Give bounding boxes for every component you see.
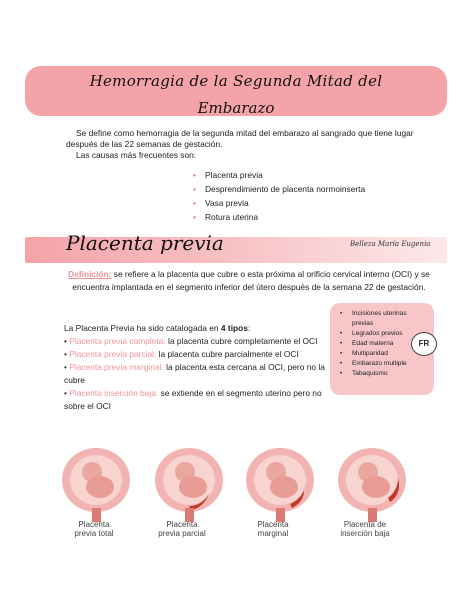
intro-section [66, 128, 426, 161]
list-item: • Multiparidad [338, 349, 418, 359]
type-desc: la placenta esta cercana al OCI, pero no la cubre [64, 362, 325, 385]
types-intro [64, 322, 334, 335]
list-item: • Tabaquismo [338, 369, 418, 379]
definition-paragraph [64, 268, 434, 293]
list-item: • Placenta previa [193, 168, 365, 182]
author-signature: Belleza María Eugenia [350, 240, 431, 248]
risk-factors-badge: FR [411, 332, 437, 356]
type-item: • Placenta previa completa: la placenta cubre completamente el OCI [64, 336, 318, 346]
type-name: Placenta previa marginal: [69, 362, 164, 372]
list-item: • Desprendimiento de placenta normoinserta [193, 182, 365, 196]
list-item: • Incisiones uterinas previas [338, 309, 418, 329]
list-item: • Embarazo multiple [338, 359, 418, 369]
type-name: Placenta previa completa: [69, 336, 166, 346]
types-intro-suffix: : [247, 323, 251, 333]
list-item: • Edad materna [338, 339, 418, 349]
list-item: • Vasa previa [193, 196, 365, 210]
type-desc: la placenta cubre parcialmente el OCI [156, 349, 299, 359]
causes-list [193, 168, 365, 224]
types-intro-prefix: La Placenta Previa ha sido catalogada en [64, 323, 221, 333]
figure-caption: Placenta previa total [74, 520, 114, 538]
figure-label-partial [137, 520, 227, 538]
intro-paragraph: Se define como hemorragia de la segunda mitad del embarazo al sangrado que tiene lugar después de las 22 semanas de gestación. [66, 128, 414, 149]
type-name: Placenta inserción baja: [69, 388, 159, 398]
figure-caption: Placenta previa parcial [158, 520, 206, 538]
type-item: • Placenta previa marginal: la placenta esta cercana al OCI, pero no la cubre [64, 362, 325, 385]
figure-label-total [49, 520, 139, 538]
types-intro-bold: 4 tipos [220, 323, 248, 333]
uterus-illustration-total [50, 442, 150, 522]
uterus-illustration-low-insertion [326, 442, 426, 522]
page-title-line2: Embarazo [197, 99, 275, 117]
figure-label-low-insertion [320, 520, 410, 538]
uterus-illustration-marginal [234, 442, 334, 522]
section-title: Placenta previa [66, 231, 224, 255]
page-title-line1: Hemorragia de la Segunda Mitad del [89, 72, 383, 90]
type-item: • Placenta inserción baja: se extiende en el segmento uterino pero no sobre el OCI [64, 388, 322, 411]
figure-label-marginal [228, 520, 318, 538]
type-desc: se extiende en el segmento uterino pero no sobre el OCI [64, 388, 322, 411]
figure-caption: Placenta marginal [257, 520, 289, 538]
types-section [64, 322, 334, 413]
uterus-illustration-partial [143, 442, 243, 522]
causes-heading: Las causas más frecuentes son: [76, 150, 197, 160]
list-item: • Rotura uterina [193, 210, 365, 224]
type-item: • Placenta previa parcial: la placenta cubre parcialmente el OCI [64, 349, 299, 359]
type-name: Placenta previa parcial: [69, 349, 157, 359]
figure-caption: Placenta de inserción baja [340, 520, 390, 538]
risk-factors-list [338, 309, 418, 379]
list-item: • Legrados previos [338, 329, 418, 339]
type-desc: la placenta cubre completamente el OCI [165, 336, 318, 346]
definition-label: Definición: [68, 269, 112, 279]
definition-text: se refiere a la placenta que cubre o esta próxima al orificio cervical interno (OCI) y se encuentra implantada en el segmento inferior del útero después de la semana 22 de gestación. [72, 269, 430, 292]
